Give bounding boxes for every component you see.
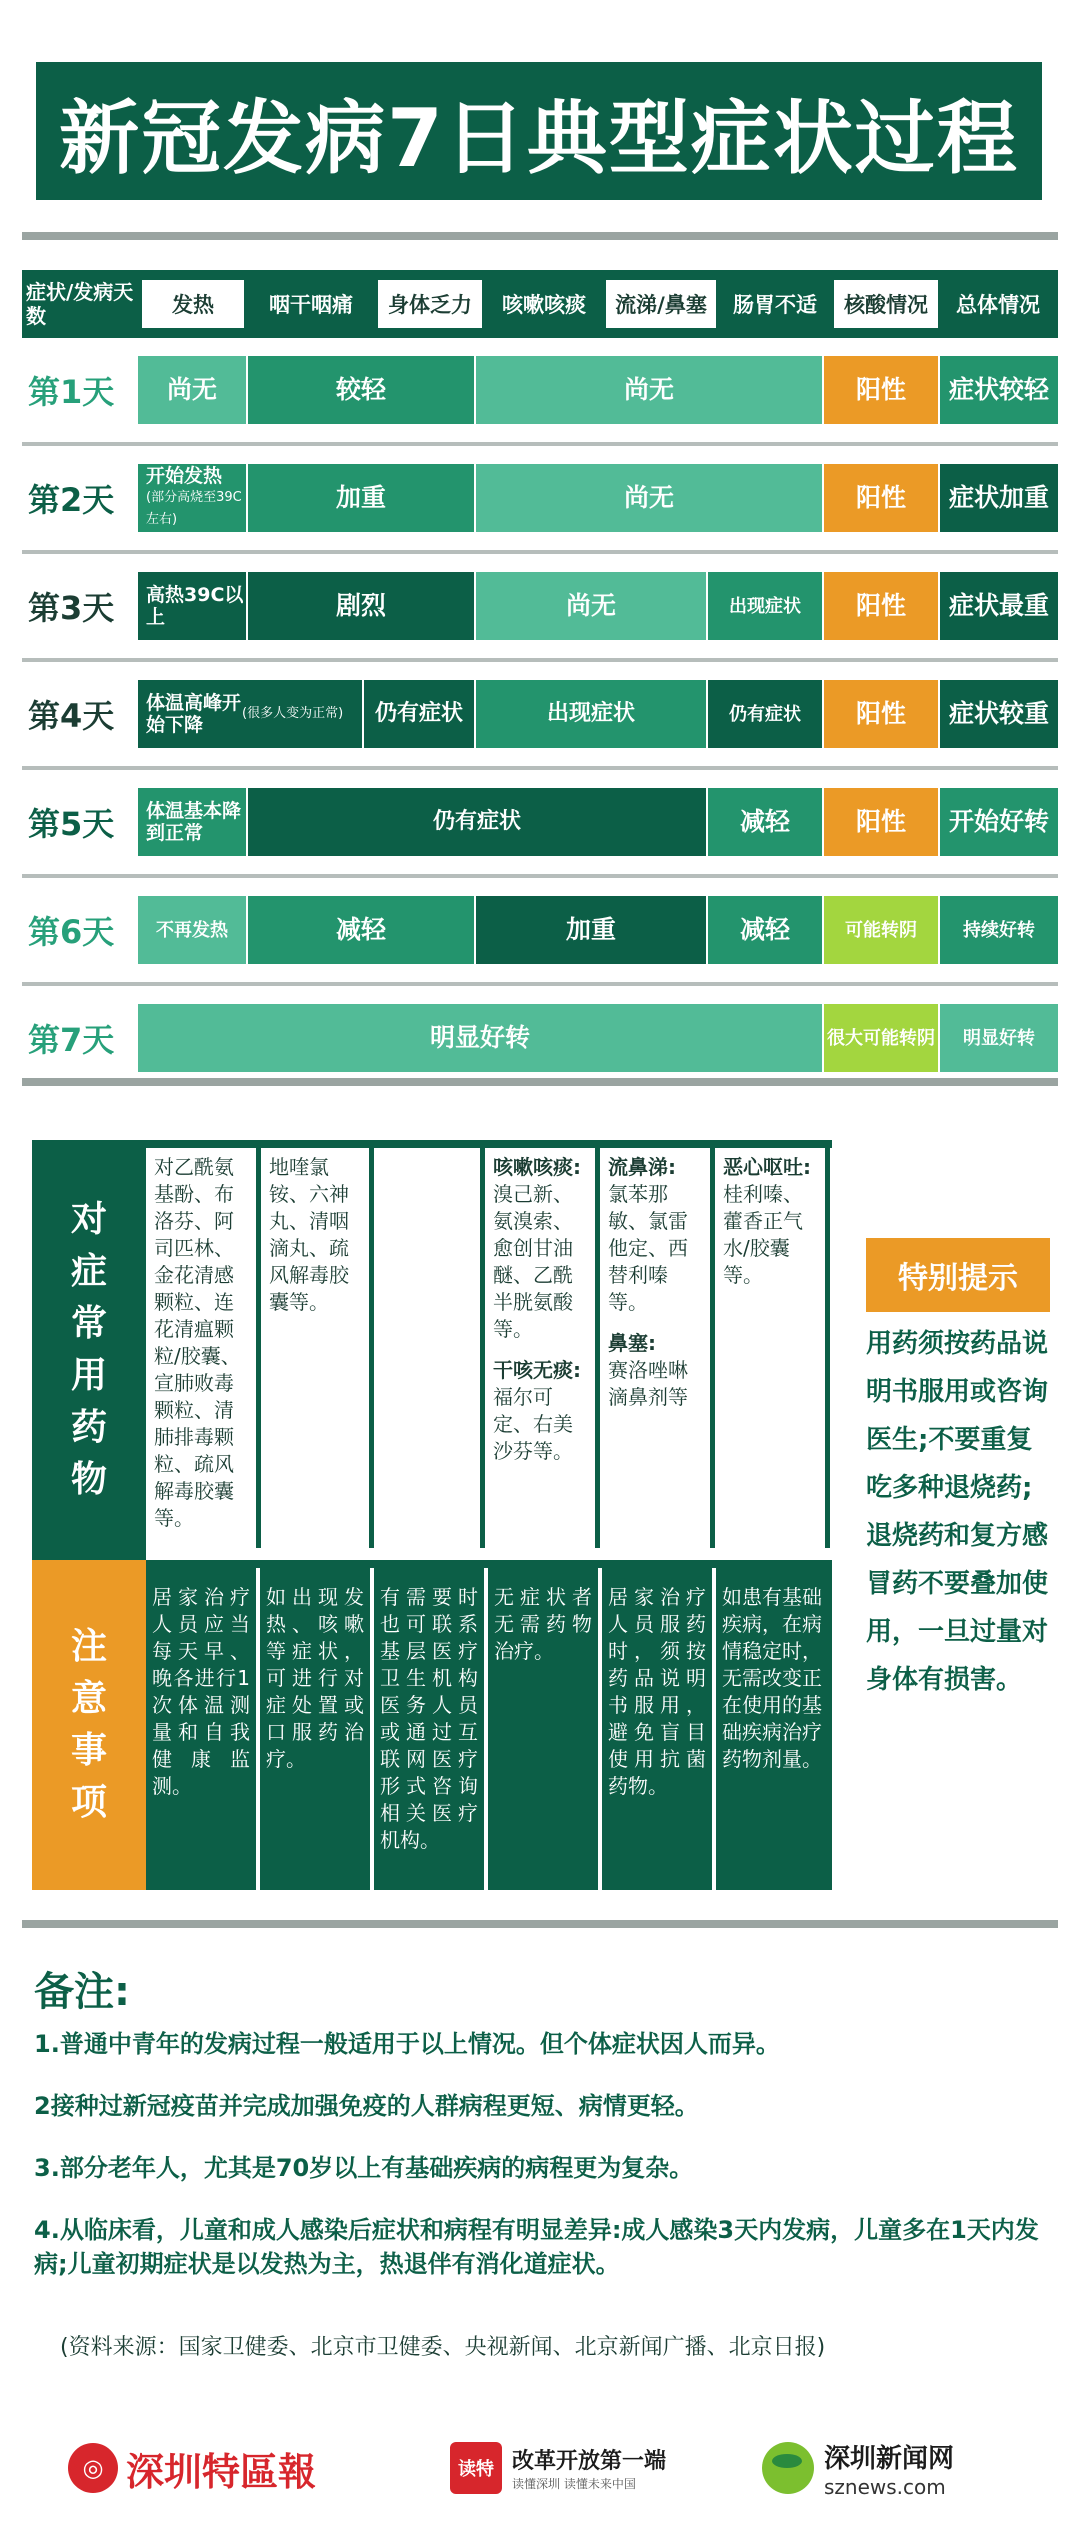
medicine-text: 桂利嗪、藿香正气水/胶囊等。	[723, 1182, 803, 1287]
seg-main-text: 开始发热	[146, 465, 223, 487]
seg-fever	[138, 680, 364, 748]
day-label: 第5天	[28, 805, 115, 843]
seg-overall: 症状加重	[940, 464, 1058, 532]
medicine-panel	[32, 1140, 832, 1890]
day-row	[22, 356, 1058, 424]
page-title: 新冠发病7日典型症状过程	[59, 91, 1019, 185]
seg-overall: 症状较轻	[940, 356, 1058, 424]
medicine-text: 赛洛唑啉滴鼻剂等	[608, 1358, 688, 1409]
medicine-columns	[146, 1140, 832, 1560]
remark-item: 3.部分老年人，尤其是70岁以上有基础疾病的病程更为复杂。	[34, 2154, 694, 2182]
day-label: 第6天	[28, 913, 115, 951]
note-col: 如患有基础疾病，在病情稳定时，无需改变正在使用的基础疾病治疗药物剂量。	[722, 1585, 822, 1771]
column-divider	[825, 1148, 830, 1548]
dute-main-text: 改革开放第一端	[512, 2449, 667, 2474]
sznews-main-text: 深圳新闻网	[824, 2443, 955, 2474]
header-cough: 咳嗽咳痰	[502, 293, 586, 317]
remark-item: 1.普通中青年的发病过程一般适用于以上情况。但个体症状因人而异。	[34, 2030, 780, 2058]
note-col: 居家治疗人员服药时，须按药品说明书服用，避免盲目使用抗菌药物。	[608, 1585, 706, 1798]
day-row	[22, 1004, 1058, 1072]
medicine-subtitle: 咳嗽咳痰:	[493, 1155, 581, 1179]
seg-overall: 明显好转	[940, 1004, 1058, 1072]
notes-tab	[32, 1560, 146, 1890]
day-row	[22, 572, 1058, 640]
day-label: 第1天	[28, 373, 115, 411]
seg-stomach: 减轻	[708, 896, 824, 964]
row-divider	[22, 658, 1058, 662]
sznews-sub-text: sznews.com	[824, 2474, 946, 2499]
remarks-section	[34, 1960, 1044, 2309]
medicine-text: 氯苯那敏、氯雷他定、西替利嗪等。	[608, 1182, 688, 1314]
seg-nucleic: 很大可能转阴	[824, 1004, 940, 1072]
seg-overall: 持续好转	[940, 896, 1058, 964]
seg-fever: 不再发热	[138, 896, 248, 964]
timeline-header	[22, 270, 1058, 338]
seg-others: 尚无	[476, 464, 824, 532]
notes-columns	[146, 1568, 832, 1890]
source-note: (资料来源：国家卫健委、北京市卫健委、央视新闻、北京新闻广播、北京日报)	[60, 2335, 826, 2360]
special-tip-title: 特别提示	[866, 1238, 1050, 1312]
seg-others: 尚无	[476, 356, 824, 424]
seg-throat: 加重	[248, 464, 476, 532]
seg-cough: 出现症状	[476, 680, 708, 748]
medicine-col-nausea	[715, 1148, 825, 1560]
dute-logo	[450, 2440, 666, 2496]
divider	[22, 1920, 1058, 1928]
header-overall: 总体情况	[956, 293, 1040, 317]
seg-cough: 加重	[476, 896, 708, 964]
seg-nucleic: 阳性	[824, 788, 940, 856]
row-divider	[22, 874, 1058, 878]
note-col: 无症状者无需药物治疗。	[494, 1585, 592, 1663]
note-col: 如出现发热、咳嗽等症状，可进行对症处置或口服药治疗。	[266, 1585, 364, 1771]
medicine-col-cough	[485, 1148, 595, 1560]
header-fatigue: 身体乏力	[378, 280, 482, 328]
title-banner	[36, 62, 1042, 200]
seg-main-text: 体温高峰开始下降	[146, 692, 242, 736]
note-col: 居家治疗人员应当每天早、晚各进行1次体温测量和自我健康监测。	[152, 1585, 250, 1798]
dute-badge-icon: 读特	[450, 2442, 502, 2494]
day-label: 第3天	[28, 589, 115, 627]
symptom-timeline	[22, 270, 1058, 1072]
remarks-heading: 备注:	[34, 1969, 130, 2015]
day-row	[22, 896, 1058, 964]
header-stomach: 肠胃不适	[733, 293, 817, 317]
row-divider	[22, 982, 1058, 986]
header-throat: 咽干咽痛	[269, 293, 353, 317]
seg-others: 明显好转	[138, 1004, 824, 1072]
special-tip-text: 用药须按药品说明书服用或咨询医生;不要重复吃多种退烧药;退烧药和复方感冒药不要叠加使用，一旦过量对身体有损害。	[866, 1329, 1049, 1695]
sznews-globe-icon	[762, 2442, 814, 2494]
day-row	[22, 680, 1058, 748]
seg-sub-text: (部分高烧至39C左右)	[146, 490, 242, 527]
header-nucleic: 核酸情况	[834, 280, 938, 328]
seg-stomach: 减轻	[708, 788, 824, 856]
remark-item: 4.从临床看，儿童和成人感染后症状和病程有明显差异:成人感染3天内发病，儿童多在1天内发病;儿童初期症状是以发热为主，热退伴有消化道症状。	[34, 2216, 1039, 2278]
seg-overall: 症状最重	[940, 572, 1058, 640]
medicine-subtitle: 干咳无痰:	[493, 1358, 581, 1382]
day-label: 第7天	[28, 1021, 115, 1059]
day-row	[22, 788, 1058, 856]
day-label: 第4天	[28, 697, 115, 735]
row-divider	[22, 442, 1058, 446]
divider	[146, 1560, 832, 1568]
seg-fever: 体温基本降到正常	[138, 788, 248, 856]
seg-others: 尚无	[476, 572, 708, 640]
medicine-col-throat: 地喹氯铵、六神丸、清咽滴丸、疏风解毒胶囊等。	[269, 1155, 349, 1314]
seg-sub-text: (很多人变为正常)	[242, 706, 344, 721]
medicine-col-nose	[600, 1148, 710, 1560]
seg-nucleic: 阳性	[824, 572, 940, 640]
medicine-col-fever: 对乙酰氨基酚、布洛芬、阿司匹林、金花清感颗粒、连花清瘟颗粒/胶囊、宣肺败毒颗粒、清肺排毒颗粒、疏风解毒胶囊等。	[154, 1155, 241, 1530]
note-col: 有需要时也可联系基层医疗卫生机构医务人员或通过互联网医疗形式咨询相关医疗机构。	[380, 1585, 478, 1852]
seg-others: 仍有症状	[248, 788, 708, 856]
seg-nucleic: 阳性	[824, 464, 940, 532]
sztqb-seal-icon: ◎	[68, 2443, 118, 2493]
seg-fever: 高热39C以上	[138, 572, 248, 640]
medicine-tab-label: 对症常用药物	[70, 1199, 107, 1500]
header-days-label: 症状/发病天数	[26, 280, 134, 328]
seg-overall: 开始好转	[940, 788, 1058, 856]
divider	[22, 1078, 1058, 1086]
seg-overall: 症状较重	[940, 680, 1058, 748]
seg-throat: 剧烈	[248, 572, 476, 640]
notes-tab-label: 注意事项	[70, 1626, 107, 1823]
seg-fever: 尚无	[138, 356, 248, 424]
row-divider	[22, 550, 1058, 554]
day-label: 第2天	[28, 481, 115, 519]
divider	[22, 232, 1058, 240]
seg-fever	[138, 464, 248, 532]
seg-throat: 仍有症状	[364, 680, 476, 748]
medicine-tab	[32, 1140, 146, 1560]
header-nose: 流涕/鼻塞	[606, 280, 716, 328]
seg-nucleic: 阳性	[824, 356, 940, 424]
medicine-text: 福尔可定、右美沙芬等。	[493, 1385, 573, 1463]
seg-throat: 减轻	[248, 896, 476, 964]
day-row	[22, 464, 1058, 532]
dute-sub-text: 读懂深圳 读懂未来中国	[512, 2477, 636, 2491]
medicine-subtitle: 流鼻涕:	[608, 1155, 676, 1179]
sztqb-logo	[68, 2440, 316, 2496]
seg-stomach: 仍有症状	[708, 680, 824, 748]
medicine-subtitle: 鼻塞:	[608, 1331, 656, 1355]
remark-item: 2接种过新冠疫苗并完成加强免疫的人群病程更短、病情更轻。	[34, 2092, 699, 2120]
medicine-text: 溴己新、氨溴索、愈创甘油醚、乙酰半胱氨酸等。	[493, 1182, 573, 1341]
seg-stomach: 出现症状	[708, 572, 824, 640]
sznews-logo	[762, 2440, 955, 2499]
header-fever: 发热	[142, 280, 244, 328]
seg-nucleic: 可能转阴	[824, 896, 940, 964]
row-divider	[22, 766, 1058, 770]
seg-throat: 较轻	[248, 356, 476, 424]
medicine-col-fatigue	[374, 1148, 480, 1560]
medicine-subtitle: 恶心呕吐:	[723, 1155, 811, 1179]
sztqb-logo-text: 深圳特區報	[126, 2448, 317, 2494]
seg-nucleic: 阳性	[824, 680, 940, 748]
